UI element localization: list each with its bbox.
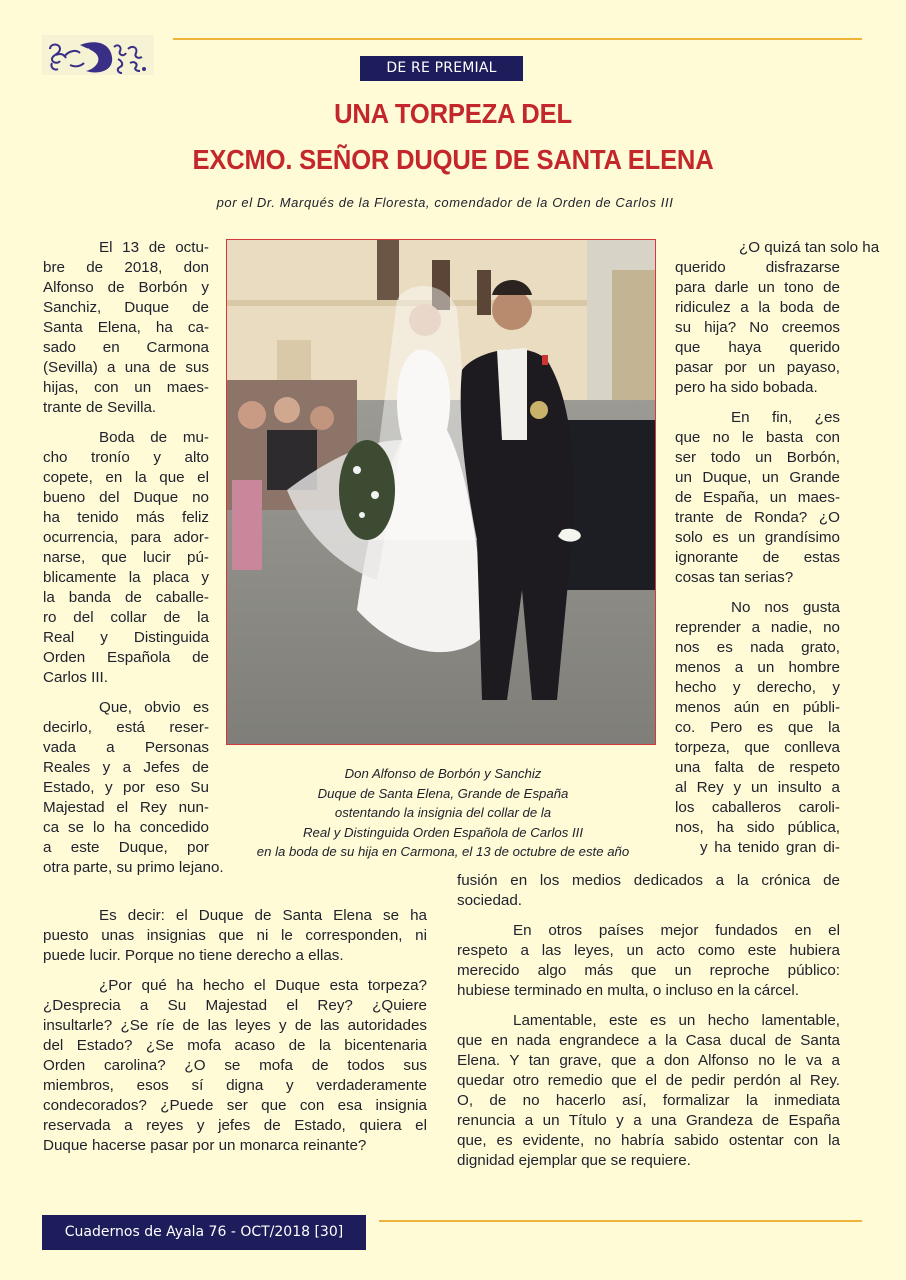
caption-line: Duque de Santa Elena, Grande de España bbox=[317, 785, 569, 801]
section-badge: DE RE PREMIAL bbox=[360, 56, 523, 81]
text-line: insultarle? ¿Se ríe de las leyes y de las autoridades bbox=[43, 1017, 427, 1034]
text-line: (Sevilla) a una de sus bbox=[43, 359, 209, 376]
text-line: O, de no hacerlo así, formalizar la inmediata bbox=[457, 1092, 840, 1109]
text-line: narse, que lucir pú- bbox=[43, 549, 209, 566]
text-line: ro del collar de la bbox=[43, 609, 209, 626]
footer-publication-label: Cuadernos de Ayala 76 - OCT/2018 [30] bbox=[42, 1215, 366, 1250]
text-line: del Estado? ¿Se mofa acaso de la bicentenaria bbox=[43, 1037, 427, 1054]
text-line: renuncia a un Título y a una Grandeza de España bbox=[457, 1112, 840, 1129]
text-line: una falta de respeto bbox=[675, 759, 840, 776]
text-line: dignidad ejemplar que se requiere. bbox=[457, 1152, 691, 1169]
text-line: y ha tenido gran di- bbox=[700, 839, 840, 856]
text-line: querido disfrazarse bbox=[675, 259, 840, 276]
text-line: Reales y a Jefes de bbox=[43, 759, 209, 776]
text-line: bueno del Duque no bbox=[43, 489, 209, 506]
text-line: nos, ha sido pública, bbox=[675, 819, 840, 836]
text-line: hijas, con un maes- bbox=[43, 379, 209, 396]
text-line: pasar por un payaso, bbox=[675, 359, 840, 376]
text-line: sado en Carmona bbox=[43, 339, 209, 356]
text-line: Real y Distinguida bbox=[43, 629, 209, 646]
caption-line: Real y Distinguida Orden Española de Carlos III bbox=[302, 824, 583, 840]
text-line: que en nada engrandece a la Casa ducal de Santa bbox=[457, 1032, 840, 1049]
text-line: que no le basta con bbox=[675, 429, 840, 446]
text-line: menos aún en públi- bbox=[675, 699, 840, 716]
ayala-logo-icon bbox=[42, 35, 154, 75]
text-line: Sanchiz, Duque de bbox=[43, 299, 209, 316]
text-line: ¿O quizá tan solo ha bbox=[739, 239, 880, 256]
text-line: quedar otro remedio que el de pedir perdón al Rey. bbox=[457, 1072, 840, 1089]
caption-line: ostentando la insignia del collar de la bbox=[334, 805, 552, 820]
article-title-line-1: UNA TORPEZA DEL bbox=[334, 98, 572, 129]
text-line: miembros, esos sí digna y verdaderamente bbox=[43, 1077, 427, 1094]
text-line: pero ha sido bobada. bbox=[675, 379, 818, 396]
text-line: Orden carolina? ¿O se mofa de todos sus bbox=[43, 1057, 427, 1074]
text-line: co. Pero es que la bbox=[675, 719, 840, 736]
text-line: otra parte, su primo lejano. bbox=[43, 859, 224, 876]
text-line: los caballeros caroli- bbox=[675, 799, 840, 816]
text-line: cho tronío y alto bbox=[43, 449, 209, 466]
text-line: Boda de mu- bbox=[99, 429, 209, 446]
text-line: ¿Por qué ha hecho el Duque esta torpeza? bbox=[99, 977, 427, 994]
text-line: bre de 2018, don bbox=[43, 259, 209, 276]
text-line: respeto a las leyes, un acto como este hubiera bbox=[457, 942, 840, 959]
text-line: Elena. Y tan grave, que a don Alfonso no le va a bbox=[457, 1052, 840, 1069]
footer-rule bbox=[379, 1220, 862, 1222]
text-line: para darle un tono de bbox=[675, 279, 840, 296]
text-line: que haya querido bbox=[675, 339, 840, 356]
text-line: blicamente la placa y bbox=[43, 569, 209, 586]
text-line: cosas tan serias? bbox=[675, 569, 794, 586]
text-line: fusión en los medios dedicados a la crónica de bbox=[457, 872, 840, 889]
text-line: Es decir: el Duque de Santa Elena se ha bbox=[99, 907, 427, 924]
text-line: Estado, y por eso Su bbox=[43, 779, 209, 796]
text-line: ha tenido más feliz bbox=[43, 509, 209, 526]
text-line: ca se lo ha concedido bbox=[43, 819, 209, 836]
text-line: solo es un grandísimo bbox=[675, 529, 840, 546]
text-line: hubiese terminado en multa, o incluso en la cárcel. bbox=[457, 982, 799, 999]
header-rule bbox=[173, 38, 862, 40]
caption-line: en la boda de su hija en Carmona, el 13 de octubre de este año bbox=[256, 844, 630, 859]
text-line: El 13 de octu- bbox=[99, 239, 209, 256]
text-line: En otros países mejor fundados en el bbox=[513, 922, 840, 939]
text-line: merecido algo más que un reproche público: bbox=[457, 962, 840, 979]
text-line: ignorante de estas bbox=[675, 549, 840, 566]
text-line: Lamentable, este es un hecho lamentable, bbox=[513, 1012, 840, 1029]
text-line: Que, obvio es bbox=[99, 699, 209, 716]
text-line: a este Duque, por bbox=[43, 839, 209, 856]
text-line: de España, un maes- bbox=[675, 489, 840, 506]
text-line: torpeza, que conlleva bbox=[675, 739, 840, 756]
photo-caption bbox=[220, 764, 666, 862]
text-line: al Rey y un insulto a bbox=[675, 779, 840, 796]
caption-line: Don Alfonso de Borbón y Sanchiz bbox=[344, 766, 542, 781]
text-line: la banda de caballe- bbox=[43, 589, 209, 606]
text-line: condecorados? ¿Puede ser que con esa insignia bbox=[43, 1097, 427, 1114]
text-line: No nos gusta bbox=[731, 599, 840, 616]
text-line: ridiculez a la boda de bbox=[675, 299, 840, 316]
text-line: puesto unas insignias que ni le corresponden, ni bbox=[43, 927, 427, 944]
text-line: nos es nada grato, bbox=[675, 639, 840, 656]
text-line: puede lucir. Porque no tiene derecho a ellas. bbox=[43, 947, 344, 964]
text-line: Santa Elena, ha ca- bbox=[43, 319, 209, 336]
text-line: un Duque, un Grande bbox=[675, 469, 840, 486]
text-line: Majestad el Rey nun- bbox=[43, 799, 209, 816]
text-line: decirlo, está reser- bbox=[43, 719, 209, 736]
text-line: ser todo un Borbón, bbox=[675, 449, 840, 466]
text-line: En fin, ¿es bbox=[731, 409, 840, 426]
text-line: sociedad. bbox=[457, 892, 523, 909]
text-line: trante de Ronda? ¿O bbox=[675, 509, 840, 526]
text-line: ocurrencia, para ador- bbox=[43, 529, 209, 546]
article-title-line-2: EXCMO. SEÑOR DUQUE DE SANTA ELENA bbox=[192, 144, 714, 175]
text-line: que, es evidente, no habría sabido ostentar con la bbox=[457, 1132, 840, 1149]
text-line: reprender a nadie, no bbox=[675, 619, 840, 636]
text-line: Alfonso de Borbón y bbox=[43, 279, 209, 296]
text-line: copete, en la que el bbox=[43, 469, 209, 486]
text-line: vada a Personas bbox=[43, 739, 209, 756]
text-line: trante de Sevilla. bbox=[43, 399, 157, 416]
text-line: Carlos III. bbox=[43, 669, 108, 686]
text-line: ¿Desprecia a Su Majestad el Rey? ¿Quiere bbox=[43, 997, 427, 1014]
text-line: Duque hacerse pasar por un monarca reinante? bbox=[43, 1137, 367, 1154]
text-line: su hija? No creemos bbox=[675, 319, 840, 336]
text-line: hecho y derecho, y bbox=[675, 679, 840, 696]
text-line: Orden Española de bbox=[43, 649, 209, 666]
text-line: reservada a reyes y jefes de Estado, quiera el bbox=[43, 1117, 427, 1134]
text-line: menos a un hombre bbox=[675, 659, 840, 676]
article-byline: por el Dr. Marqués de la Floresta, comendador de la Orden de Carlos III bbox=[216, 195, 674, 210]
wedding-photo bbox=[226, 239, 656, 745]
